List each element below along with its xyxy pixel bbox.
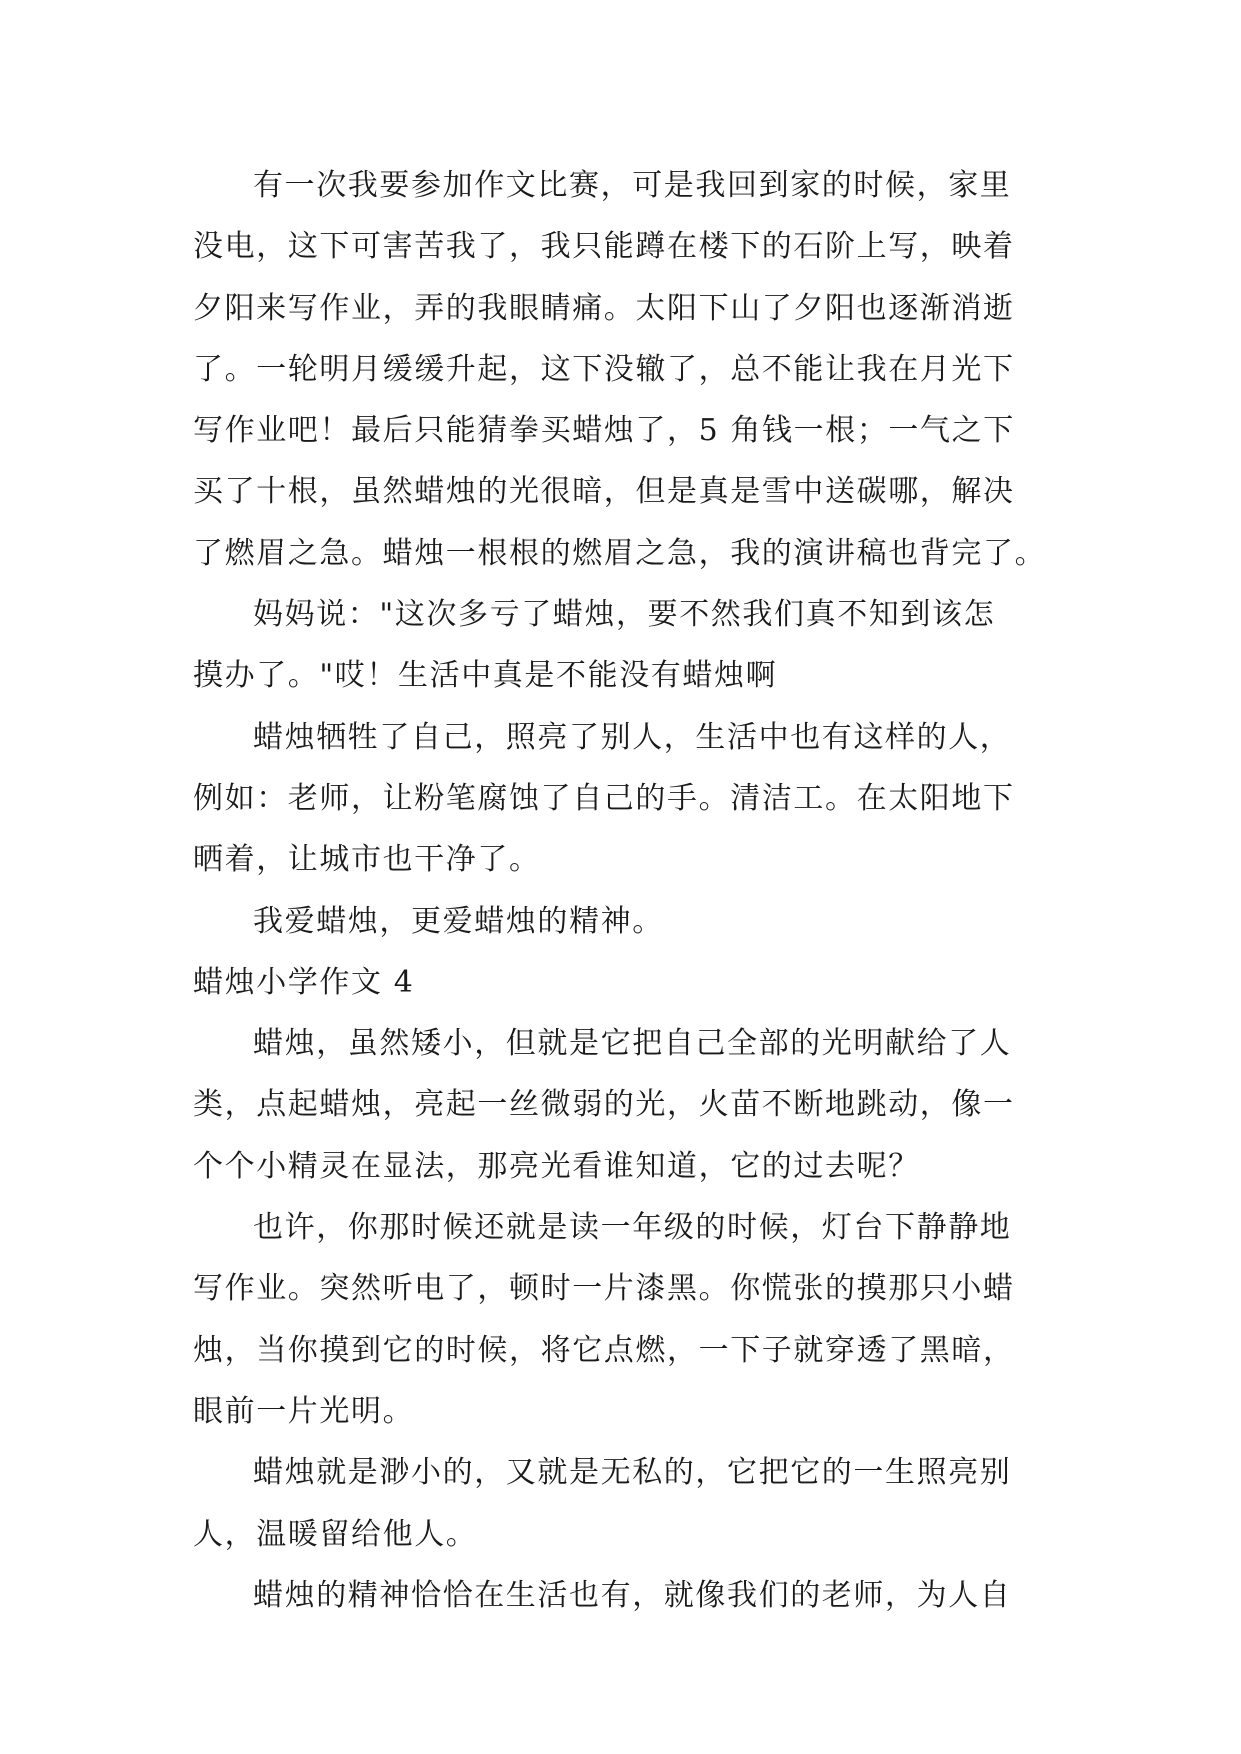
section-heading: 蜡烛小学作文 4 [193,964,415,1000]
paragraph-teacher: 蜡烛的精神恰恰在生活也有，就像我们的老师，为人自 [253,1577,1012,1613]
paragraph-candle-small: 蜡烛，虽然矮小，但就是它把自己全部的光明献给了人 类，点起蜡烛，亮起一丝微弱的光，火苗不断地跳动，像一 个个小精灵在显法，那亮光看谁知道，它的过去呢？ [193,1026,1015,1184]
paragraph-mother-says: 妈妈说："这次多亏了蜡烛，要不然我们真不知到该怎 摸办了。"哎！生活中真是不能没有蜡烛啊 [193,597,996,694]
paragraph-love-candle: 我爱蜡烛，更爱蜡烛的精神。 [253,903,664,939]
document-body [193,155,1061,1626]
paragraph-candle-sacrifice: 蜡烛牺牲了自己，照亮了别人，生活中也有这样的人， 例如：老师，让粉笔腐蚀了自己的手。清洁工。在太阳地下 晒着，让城市也干净了。 [193,719,1015,878]
paragraph-first-grade: 也许，你那时候还就是读一年级的时候，灯台下静静地 写作业。突然听电了，顿时一片漆黑。你慌张的摸那只小蜡 烛，当你摸到它的时候，将它点燃，一下子就穿透了黑暗， 眼前一片光明。 [193,1210,1015,1429]
paragraph-essay-competition: 有一次我要参加作文比赛，可是我回到家的时候，家里 没电，这下可害苦我了，我只能蹲在楼下的石阶上写，映着 夕阳来写作业，弄的我眼睛痛。太阳下山了夕阳也逐渐消逝 了。一轮明月缓缓升起，这下没辙了，总不能让我在月光下 写作业吧！最后只能猜拳买蜡烛了，5 角钱一根；一气之下 买了十根，虽然蜡烛的光很暗，但是真是雪中送碳哪，解决 了燃眉之急。蜡烛一根根的燃眉之急，我的演讲稿也背完了。 [193,168,1047,571]
paragraph-selfless: 蜡烛就是渺小的，又就是无私的，它把它的一生照亮别 人，温暖留给他人。 [193,1455,1012,1552]
